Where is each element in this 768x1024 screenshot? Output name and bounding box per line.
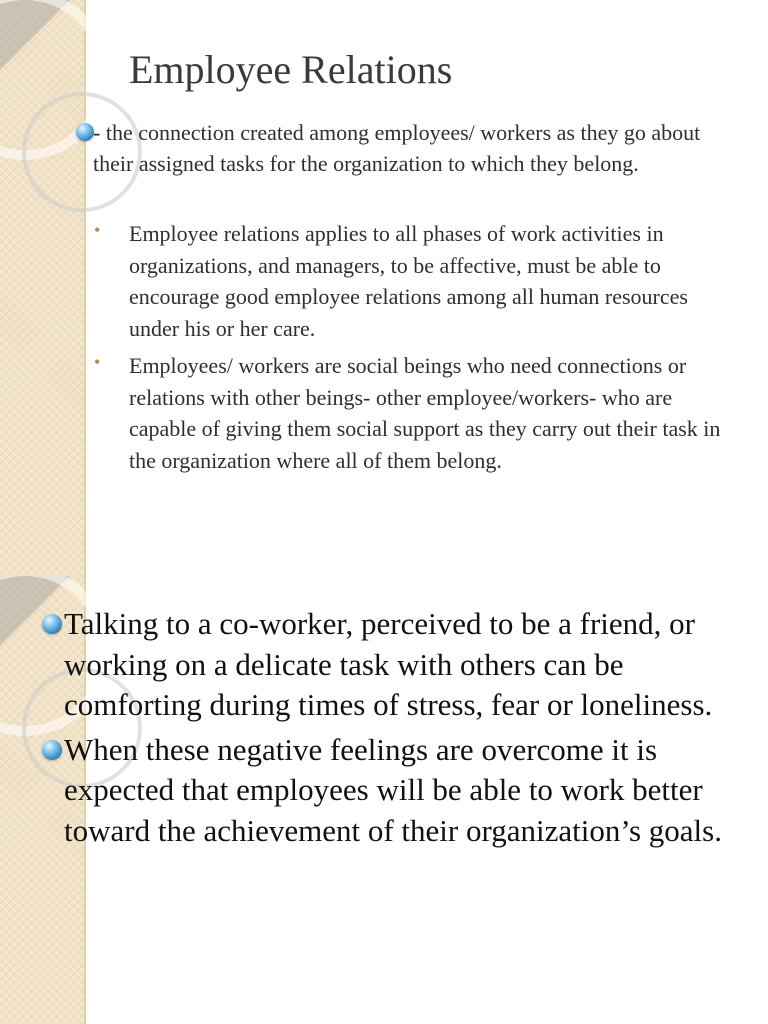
list-item	[40, 730, 740, 852]
blue-orb-bullet-icon	[42, 614, 62, 634]
bullet-text: Employee relations applies to all phases of work activities in organizations, and managers, to be affective, must be able to encourage good employee relations among all human resources under his or her care.	[129, 221, 688, 341]
intro-paragraph: - the connection created among employees/ workers as they go about their assigned tasks for the organization to which they belong.	[93, 120, 701, 176]
list-item	[40, 604, 740, 726]
sub-bullet-list	[90, 218, 740, 482]
list-item	[90, 350, 740, 476]
list-item	[90, 218, 740, 344]
blue-orb-bullet-icon	[42, 740, 62, 760]
bullet-text: Talking to a co-worker, perceived to be a friend, or working on a delicate task with others can be comforting during times of stress, fear or loneliness.	[64, 606, 713, 722]
small-dot-bullet-icon: •	[94, 220, 101, 240]
slide-title: Employee Relations	[129, 47, 453, 92]
bullet-text: Employees/ workers are social beings who need connections or relations with other beings- other employee/workers- who are capable of giving them social support as they carry out their task in the organization where all of them belong.	[129, 353, 721, 473]
slide-social-support	[0, 576, 768, 1024]
bullet-text: When these negative feelings are overcome it is expected that employees will be able to work better toward the achievement of their organization’s goals.	[64, 731, 722, 848]
main-bullet-list	[40, 604, 740, 855]
blue-orb-bullet-icon	[76, 123, 94, 141]
small-dot-bullet-icon: •	[94, 352, 101, 372]
